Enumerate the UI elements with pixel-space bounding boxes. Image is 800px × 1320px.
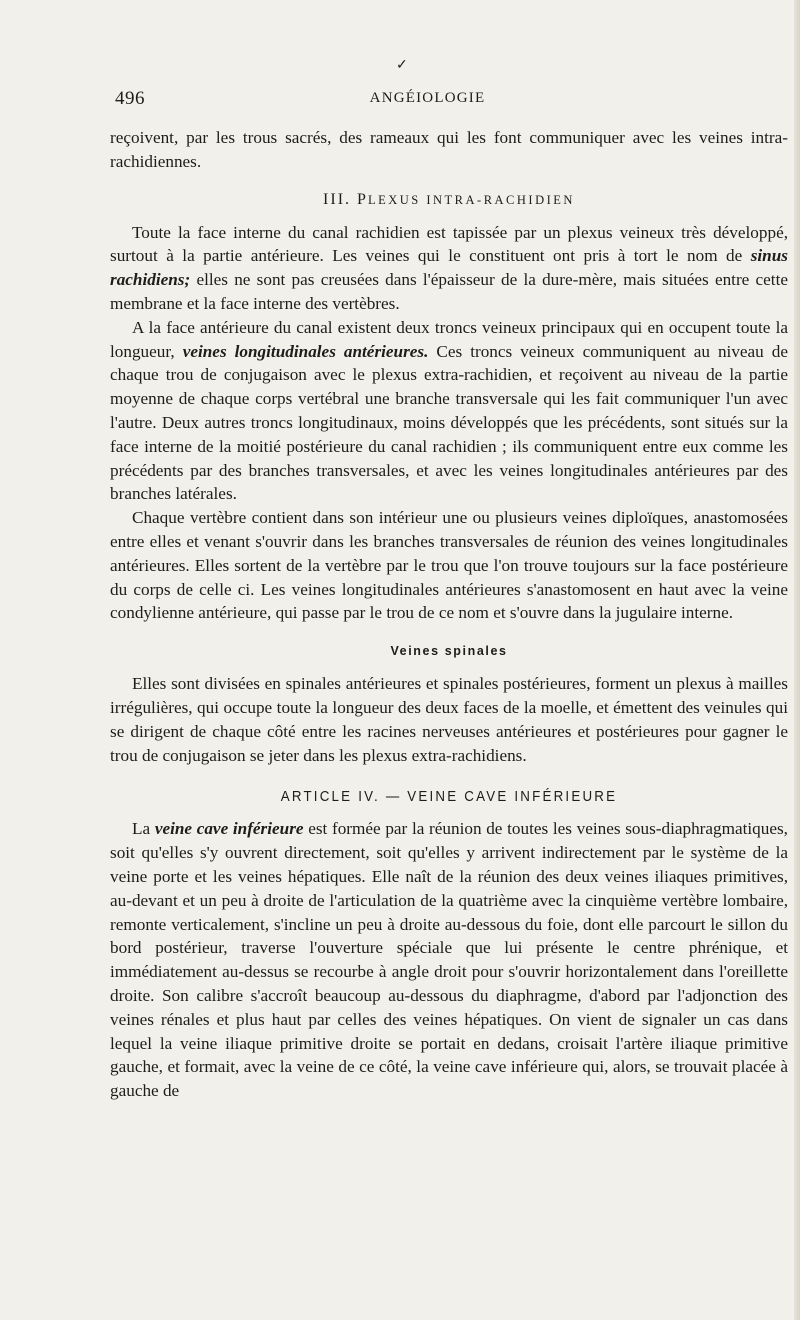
page-header: [115, 88, 685, 116]
paragraph: [110, 316, 788, 506]
italic-term: sinus rachidiens;: [110, 246, 788, 290]
section-title-initial: P: [357, 190, 368, 208]
text-run: La: [132, 819, 155, 839]
italic-term: veines longitudinales antérieures.: [182, 341, 429, 361]
paragraph: Chaque vertèbre contient dans son intérieur une ou plusieurs veines diploïques, anastomosées entre elles et venant s'ouvrir dans les branches transversales de réunion des veines longitudinales antérieures. Elles sortent de la vertèbre par le trou que l'on trouve toujours sur la face postérieure du corps de celle ci. Les veines longitudinales antérieures s'anastomosent en haut avec la veine condylienne antérieure, qui passe par le trou de ce nom et s'ouvre dans la jugulaire interne.: [110, 508, 788, 623]
page-edge-shadow: [794, 0, 800, 1320]
paragraph: [110, 221, 788, 316]
text-run: elles ne sont pas creusées dans l'épaisseur de la dure-mère, mais situées entre cette membrane et la face interne des vertèbres.: [110, 270, 788, 313]
text-run: A la face antérieure du canal existent deux troncs veineux principaux qui en occupent toute la longueur,: [110, 317, 788, 361]
text-run: Toute la face interne du canal rachidien est tapissée par un plexus veineux très développé, surtout à la partie antérieure. Les veines qui le constituent ont pris à tort le nom de: [110, 222, 788, 266]
body-text: [110, 126, 788, 1103]
section-numeral: III.: [323, 190, 352, 208]
article-title: ARTICLE IV. — VEINE CAVE INFÉRIEURE: [280, 789, 618, 806]
section-title-rest: LEXUS INTRA-RACHIDIEN: [367, 192, 575, 207]
subsection-title: Veines spinales: [390, 644, 508, 659]
check-mark: ✓: [396, 58, 408, 73]
running-head: ANGÉIOLOGIE: [369, 90, 486, 106]
text-run: Ces troncs veineux communiquent au niveau de chaque trou de conjugaison avec le plexus extra-rachidien, et reçoivent au niveau de la partie moyenne de chaque corps vertébral une branche transversale qui les fait communiquer l'un avec l'autre. Deux autres troncs longitudinaux, moins développés que les précédents, sont situés sur la face interne de la moitié postérieure du canal rachidien ; ils communiquent entre eux comme les précédents par des branches transversales, et avec les veines longitudinales antérieures par des branches latérales.: [110, 341, 788, 504]
paragraph-continued: reçoivent, par les trous sacrés, des rameaux qui les font communiquer avec les veines intra-rachidiennes.: [110, 128, 788, 171]
page-number: 496: [115, 88, 145, 109]
text-run: est formée par la réunion de toutes les veines sous-diaphragmatiques, soit qu'elles s'y ouvrent directement, soit qu'elles y arrivent indirectement par le système de la veine porte et les veines hépatiques. Elle naît de la réunion des deux veines iliaques primitives, au-devant et un peu à droite de l'articulation de la quatrième avec la cinquième vertèbre lombaire, remonte verticalement, s'incline un peu à droite au-dessous du foie, dont elle parcourt le sillon du bord postérieur, traverse l'ouverture spéciale que lui présente le centre phrénique, et immédiatement au-dessus se recourbe à angle droit pour s'ouvrir horizontalement dans l'oreillette droite. Son calibre s'accroît beaucoup au-dessous du diaphragme, d'abord par l'adjonction des veines rénales et plus haut par celles des veines hépatiques. On vient de signaler un cas dans lequel la veine iliaque primitive droite se portait en dedans, croisait l'artère iliaque primitive gauche, et formait, avec la veine de ce côté, la veine cave inférieure qui, alors, se trouvait placée à gauche de: [110, 819, 788, 1101]
paragraph: [110, 817, 788, 1103]
section-title: [110, 189, 788, 211]
paragraph: Elles sont divisées en spinales antérieures et spinales postérieures, forment un plexus à mailles irrégulières, qui occupe toute la longueur des deux faces de la moelle, et émettent des veinules qui se dirigent de chaque côté entre les racines nerveuses antérieures et postérieures pour gagner le trou de conjugaison se jeter dans les plexus extra-rachidiens.: [110, 674, 788, 765]
italic-term: veine cave inférieure: [154, 819, 304, 839]
